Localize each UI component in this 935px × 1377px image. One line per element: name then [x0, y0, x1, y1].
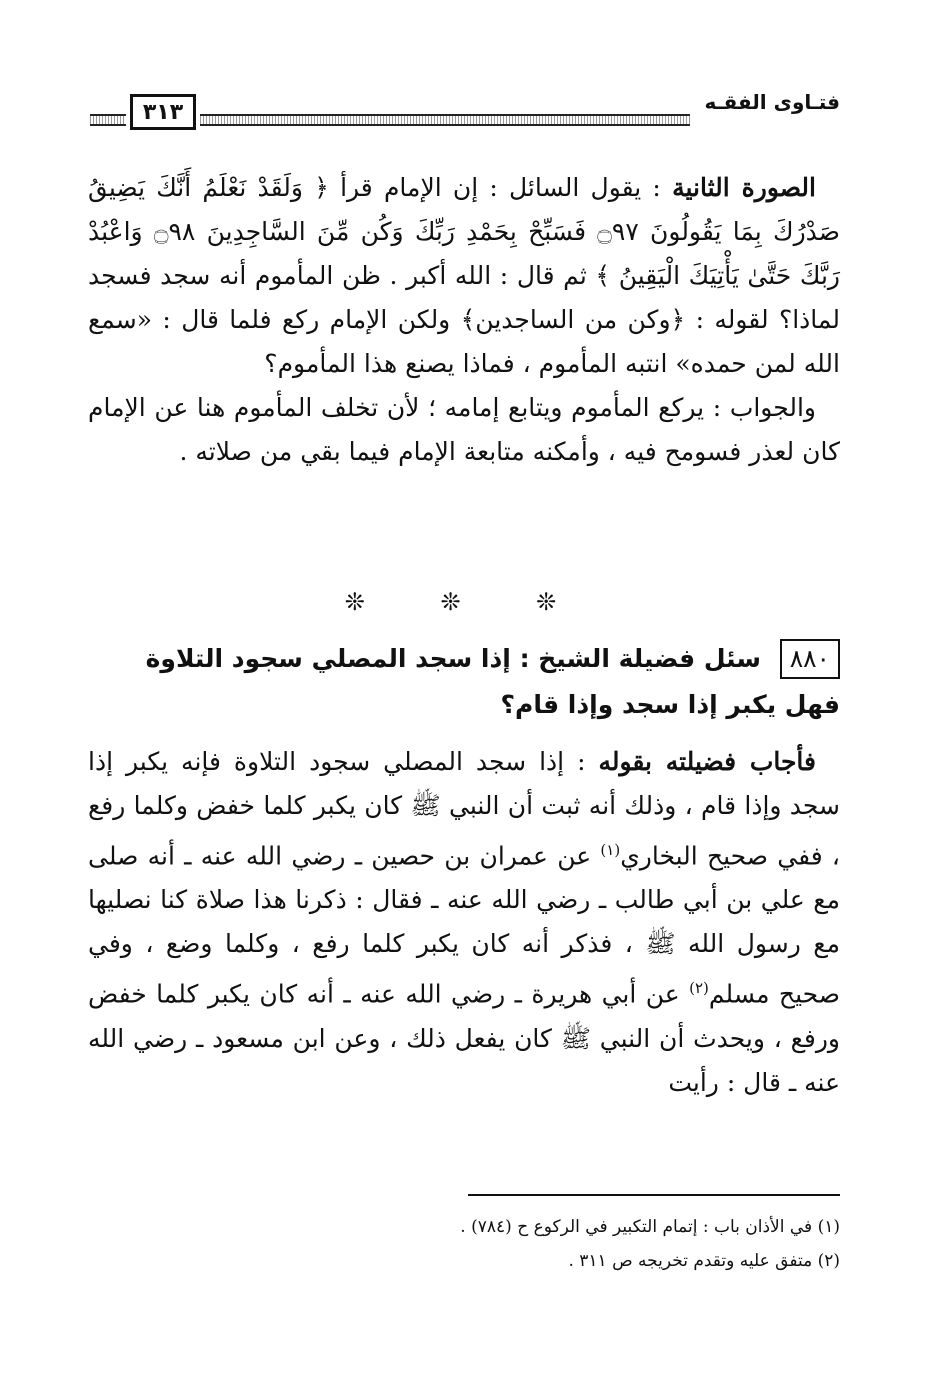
section-separator: ❊ ❊ ❊: [344, 588, 591, 616]
answer-text-2: عن عمران بن حصين ـ رضي الله عنه ـ أنه صلى مع علي بن أبي طالب ـ رضي الله عنه ـ فقال : ذكرنا هذا صلاة كنا نصليها مع رسول الله ﷺ ، فذكر أنه كان يكبر كلما رفع ، وكلما وضع ، وفي صحيح مسلم: [88, 841, 840, 1009]
scenario-text-a: : يقول السائل : إن الإمام قرأ: [340, 173, 661, 202]
footnote-ref-2[interactable]: (٢): [689, 979, 709, 998]
scenario-text-b: ثم قال : الله أكبر . ظن المأموم أنه سجد فسجد لماذا؟ لقوله : ﴿وكن من الساجدين﴾ ولكن الإمام ركع فلما قال : «سمع الله لمن حمده» انتبه المأموم ، فماذا يصنع هذا المأموم؟: [88, 261, 840, 378]
running-title: فتـاوى الفقـه: [704, 90, 840, 114]
answer-block: [88, 740, 840, 1105]
answer-text-3: عن أبي هريرة ـ رضي الله عنه ـ أنه كان يكبر كلما خفض ورفع ، ويحدث أن النبي ﷺ كان يفعل ذلك ، وعن ابن مسعود ـ رضي الله عنه ـ قال : رأيت: [88, 979, 840, 1097]
paragraph-answer: والجواب : يركع المأموم ويتابع إمامه ؛ لأن تخلف المأموم هنا عن الإمام كان لعذر فسومح فيه ، وأمكنه متابعة الإمام فيما بقي من صلاته .: [88, 393, 840, 466]
question-number: ٨٨٠: [780, 639, 840, 679]
page-header: [90, 88, 840, 136]
question-text: سئل فضيلة الشيخ : إذا سجد المصلي سجود التلاوة فهل يكبر إذا سجد وإذا قام؟: [145, 644, 840, 719]
answer-lead: فأجاب فضيلته بقوله: [598, 747, 817, 776]
question-heading: [88, 636, 840, 728]
header-rule-left: [90, 114, 126, 126]
paragraph-question-scenario: [88, 166, 840, 386]
footnote-ref-1[interactable]: (١): [600, 841, 621, 859]
scenario-lead: الصورة الثانية: [672, 173, 816, 202]
footnote-1: (١) في الأذان باب : إتمام التكبير في الركوع ح (٧٨٤) .: [460, 1217, 840, 1237]
section-one: [88, 166, 840, 474]
header-rule: [200, 114, 690, 126]
answer-paragraph: [88, 740, 840, 1105]
quran-verse: ﴿ وَلَقَدْ نَعْلَمُ أَنَّكَ يَضِيقُ صَدْرُكَ بِمَا يَقُولُونَ ۝٩٧ فَسَبِّحْ بِحَمْدِ رَبِّكَ وَكُن مِّنَ السَّاجِدِينَ ۝٩٨ وَاعْبُدْ رَبَّكَ حَتَّىٰ يَأْتِيَكَ الْيَقِينُ ﴾: [88, 173, 841, 290]
footnote-divider: [468, 1194, 840, 1196]
answer-text-1: : إذا سجد المصلي سجود التلاوة فإنه يكبر إذا سجد وإذا قام ، وذلك أنه ثبت أن النبي ﷺ كان يكبر كلما خفض وكلما رفع ، ففي صحيح البخاري: [88, 747, 840, 871]
footnotes: [95, 1210, 840, 1278]
footnote-2: (٢) متفق عليه وتقدم تخريجه ص ٣١١ .: [568, 1251, 840, 1271]
page-number: ٣١٣: [130, 94, 196, 130]
